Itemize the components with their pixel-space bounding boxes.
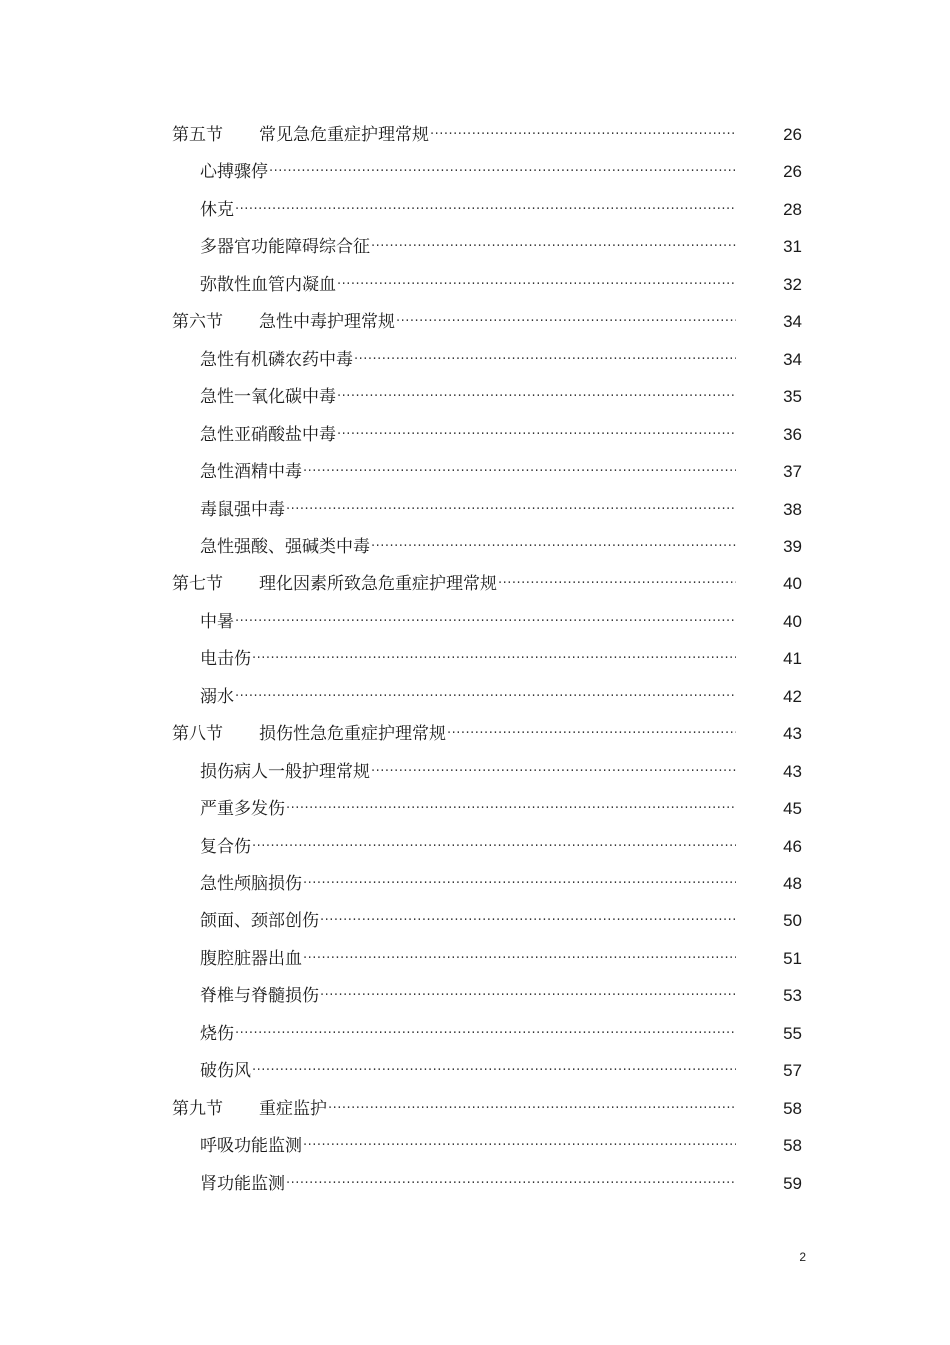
entry-page-number: 59 [783,1173,802,1193]
entry-title: 常见急危重症护理常规 [259,125,429,145]
toc-section[interactable] [172,719,802,749]
entry-title: 颌面、颈部创伤 [200,911,319,932]
entry-title: 急性中毒护理常规 [259,312,395,333]
dot-leader [303,869,736,899]
entry-page-number: 35 [783,387,802,407]
toc-item[interactable] [200,1056,802,1086]
toc-item[interactable] [200,270,802,300]
toc-item[interactable] [200,794,802,824]
entry-title: 损伤性急危重症护理常规 [259,724,446,745]
footer-page-number: 2 [799,1250,806,1264]
toc-item[interactable] [200,757,802,787]
entry-title: 休克 [200,199,234,220]
dot-leader [252,644,736,674]
section-number: 第六节 [172,312,223,333]
dot-leader [303,944,736,974]
entry-page-number: 53 [783,986,802,1006]
entry-page-number: 31 [783,237,802,257]
entry-title: 多器官功能障碍综合征 [200,237,370,258]
dot-leader [252,1056,736,1086]
toc-item[interactable] [200,457,802,487]
toc-item[interactable] [200,644,802,674]
dot-leader [430,120,736,150]
toc-item[interactable] [200,345,802,375]
entry-page-number: 58 [783,1098,802,1118]
toc-item[interactable] [200,869,802,899]
entry-title: 中暑 [200,611,234,632]
entry-title: 呼吸功能监测 [200,1136,302,1157]
toc-item[interactable] [200,906,802,936]
dot-leader [286,794,736,824]
dot-leader [286,495,736,525]
dot-leader [371,532,736,562]
dot-leader [320,906,736,936]
toc-item[interactable] [200,420,802,450]
entry-title: 肾功能监测 [200,1173,285,1194]
section-number: 第九节 [172,1098,223,1119]
dot-leader [328,1094,736,1124]
entry-title: 毒鼠强中毒 [200,499,285,520]
toc-section[interactable] [172,307,802,337]
toc-item[interactable] [200,195,802,225]
entry-title: 急性亚硝酸盐中毒 [200,424,336,445]
entry-page-number: 26 [783,162,802,182]
toc-item[interactable] [200,495,802,525]
toc-item[interactable] [200,532,802,562]
toc-item[interactable] [200,981,802,1011]
section-number: 第八节 [172,724,223,745]
section-number: 第七节 [172,574,223,595]
entry-title: 理化因素所致急危重症护理常规 [259,574,497,595]
entry-page-number: 58 [783,1136,802,1156]
entry-page-number: 55 [783,1023,802,1043]
entry-page-number: 26 [783,125,802,144]
entry-title: 重症监护 [259,1098,327,1119]
dot-leader [337,420,736,450]
entry-page-number: 46 [783,836,802,856]
entry-title: 急性强酸、强碱类中毒 [200,536,370,557]
entry-page-number: 50 [783,911,802,931]
entry-page-number: 32 [783,274,802,294]
toc-item[interactable] [200,1131,802,1161]
entry-title: 损伤病人一般护理常规 [200,761,370,782]
toc-item[interactable] [200,1019,802,1049]
entry-title: 烧伤 [200,1023,234,1044]
toc-section[interactable] [172,569,802,599]
dot-leader [498,569,736,599]
entry-page-number: 40 [783,574,802,594]
dot-leader [337,270,736,300]
toc-item[interactable] [200,682,802,712]
section-number: 第五节 [172,125,223,145]
toc-item[interactable] [200,382,802,412]
dot-leader [235,682,736,712]
toc-item[interactable] [200,832,802,862]
entry-title: 急性颅脑损伤 [200,874,302,894]
toc-item[interactable] [200,157,802,187]
entry-page-number: 38 [783,499,802,519]
entry-title: 溺水 [200,686,234,707]
toc-item[interactable] [200,1169,802,1199]
entry-page-number: 39 [783,536,802,556]
dot-leader [320,981,736,1011]
entry-page-number: 51 [783,948,802,968]
entry-title: 腹腔脏器出血 [200,948,302,969]
entry-page-number: 36 [783,424,802,444]
entry-page-number: 57 [783,1061,802,1081]
dot-leader [235,195,736,225]
toc-section[interactable] [172,120,802,150]
dot-leader [235,607,736,637]
entry-page-number: 28 [783,199,802,219]
dot-leader [235,1019,736,1049]
entry-page-number: 34 [783,312,802,332]
entry-title: 急性有机磷农药中毒 [200,349,353,370]
entry-page-number: 48 [783,874,802,893]
dot-leader [447,719,736,749]
toc-item[interactable] [200,232,802,262]
dot-leader [303,457,736,487]
entry-page-number: 41 [783,649,802,669]
entry-page-number: 37 [783,462,802,482]
entry-title: 急性酒精中毒 [200,462,302,483]
entry-title: 电击伤 [200,649,251,670]
dot-leader [337,382,736,412]
entry-page-number: 43 [783,724,802,744]
entry-page-number: 40 [783,611,802,631]
entry-title: 心搏骤停 [200,162,268,183]
entry-page-number: 34 [783,349,802,369]
dot-leader [396,307,736,337]
dot-leader [371,232,736,262]
entry-title: 严重多发伤 [200,799,285,820]
entry-page-number: 43 [783,761,802,781]
entry-title: 脊椎与脊髓损伤 [200,986,319,1007]
dot-leader [303,1131,736,1161]
toc-item[interactable] [200,607,802,637]
entry-title: 弥散性血管内凝血 [200,274,336,295]
entry-title: 急性一氧化碳中毒 [200,387,336,408]
dot-leader [252,832,736,862]
entry-page-number: 45 [783,799,802,819]
dot-leader [286,1169,736,1199]
dot-leader [354,345,736,375]
toc-section[interactable] [172,1094,802,1124]
dot-leader [269,157,736,187]
entry-title: 破伤风 [200,1061,251,1082]
entry-title: 复合伤 [200,836,251,857]
toc-item[interactable] [200,944,802,974]
dot-leader [371,757,736,787]
entry-page-number: 42 [783,686,802,706]
